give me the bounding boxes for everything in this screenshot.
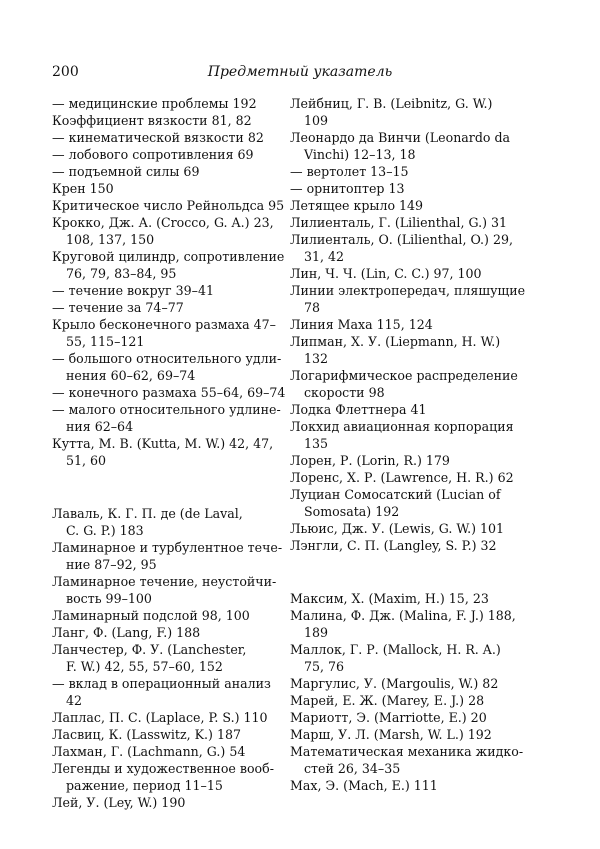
index-entry <box>290 95 528 129</box>
index-entry <box>290 367 528 401</box>
index-entry-text: — вклад в операционный анализ <box>52 676 271 691</box>
index-entry <box>290 401 528 418</box>
letter-group-gap <box>290 554 528 590</box>
index-entry <box>52 675 290 709</box>
index-entry-text: Лилиенталь, О. (Lilienthal, O.) 29, <box>290 232 513 247</box>
index-entry-text: — медицинские проблемы 192 <box>52 96 257 111</box>
index-entry-text: Крен 150 <box>52 181 114 196</box>
index-entry-continuation: 76, 79, 83–84, 95 <box>66 266 177 281</box>
index-entry-text: Лин, Ч. Ч. (Lin, C. C.) 97, 100 <box>290 266 482 281</box>
index-entry-text: Лилиенталь, Г. (Lilienthal, G.) 31 <box>290 215 508 230</box>
index-entry <box>290 418 528 452</box>
index-entry <box>52 743 290 760</box>
index-entry-continuation: 135 <box>304 436 329 451</box>
index-entry <box>290 709 528 726</box>
index-entry <box>290 214 528 231</box>
index-entry-continuation: 78 <box>304 300 321 315</box>
index-entry-continuation: 132 <box>304 351 329 366</box>
index-entry <box>52 248 290 282</box>
index-entry <box>52 624 290 641</box>
index-entry-text: Крыло бесконечного размаха 47– <box>52 317 276 332</box>
index-entry-text: Локхид авиационная корпорация <box>290 419 514 434</box>
index-entry-text: Легенды и художественное вооб- <box>52 761 274 776</box>
index-entry-text: Крокко, Дж. А. (Crocco, G. A.) 23, <box>52 215 274 230</box>
index-entry-text: Лоренс, Х. Р. (Lawrence, H. R.) 62 <box>290 470 514 485</box>
index-entry-continuation: вость 99–100 <box>66 591 152 606</box>
index-entry <box>290 726 528 743</box>
index-entry <box>52 146 290 163</box>
index-entry <box>52 607 290 624</box>
index-entry-text: — течение за 74–77 <box>52 300 184 315</box>
index-entry-text: Линия Маха 115, 124 <box>290 317 433 332</box>
index-entry <box>290 675 528 692</box>
index-entry <box>290 231 528 265</box>
index-entry <box>52 214 290 248</box>
index-entry-text: Лейбниц, Г. В. (Leibnitz, G. W.) <box>290 96 493 111</box>
index-entry <box>52 197 290 214</box>
index-entry-continuation: 42 <box>66 693 83 708</box>
letter-group-gap <box>52 469 290 505</box>
index-entry-text: Ламинарный подслой 98, 100 <box>52 608 250 623</box>
index-entry-text: — лобового сопротивления 69 <box>52 147 254 162</box>
index-entry-continuation: 55, 115–121 <box>66 334 145 349</box>
index-entry-continuation: стей 26, 34–35 <box>304 761 401 776</box>
index-entry-text: Марш, У. Л. (Marsh, W. L.) 192 <box>290 727 492 742</box>
index-entry-text: Луциан Сомосатский (Lucian of <box>290 487 501 502</box>
index-entry-text: Ласвиц, К. (Lasswitz, K.) 187 <box>52 727 241 742</box>
index-entry <box>52 709 290 726</box>
index-column-left <box>52 95 290 811</box>
index-entry <box>290 129 528 163</box>
index-entry-text: Логарифмическое распределение <box>290 368 518 383</box>
index-entry <box>52 350 290 384</box>
index-entry-text: — большого относительного удли- <box>52 351 282 366</box>
index-entry-text: Круговой цилиндр, сопротивление <box>52 249 285 264</box>
index-entry <box>290 163 528 180</box>
index-entry-continuation: 51, 60 <box>66 453 107 468</box>
index-entry <box>52 163 290 180</box>
index-entry <box>52 760 290 794</box>
index-entry-continuation: ражение, период 11–15 <box>66 778 223 793</box>
index-entry-text: Ланг, Ф. (Lang, F.) 188 <box>52 625 201 640</box>
index-entry-text: Маллок, Г. Р. (Mallock, H. R. A.) <box>290 642 501 657</box>
index-entry <box>52 726 290 743</box>
index-entry <box>52 282 290 299</box>
index-entry <box>290 743 528 777</box>
index-entry-continuation: 31, 42 <box>304 249 345 264</box>
index-entry-text: — малого относительного удлине- <box>52 402 281 417</box>
index-entry <box>52 539 290 573</box>
index-entry <box>290 520 528 537</box>
index-column-right <box>290 95 528 794</box>
index-entry-text: Льюис, Дж. У. (Lewis, G. W.) 101 <box>290 521 505 536</box>
index-entry <box>290 469 528 486</box>
index-entry-continuation: F. W.) 42, 55, 57–60, 152 <box>66 659 223 674</box>
index-entry-text: Критическое число Рейнольдса 95 <box>52 198 285 213</box>
index-entry-text: Кутта, М. В. (Kutta, M. W.) 42, 47, <box>52 436 274 451</box>
index-entry <box>52 794 290 811</box>
index-entry <box>52 316 290 350</box>
index-entry-text: Лорен, Р. (Lorin, R.) 179 <box>290 453 450 468</box>
index-entry <box>52 95 290 112</box>
index-entry <box>290 537 528 554</box>
index-entry-text: Ламинарное и турбулентное тече- <box>52 540 283 555</box>
index-entry <box>290 197 528 214</box>
page-number: 200 <box>52 64 79 80</box>
index-entry-continuation: нения 60–62, 69–74 <box>66 368 196 383</box>
index-entry <box>290 333 528 367</box>
index-entry <box>52 401 290 435</box>
index-entry-text: Липман, Х. У. (Liepmann, H. W.) <box>290 334 501 349</box>
index-entry-text: Малина, Ф. Дж. (Malina, F. J.) 188, <box>290 608 516 623</box>
index-entry <box>52 384 290 401</box>
index-entry-text: — кинематической вязкости 82 <box>52 130 264 145</box>
index-entry-continuation: C. G. P.) 183 <box>66 523 144 538</box>
index-entry <box>290 282 528 316</box>
index-entry <box>290 607 528 641</box>
index-entry-text: Лаваль, К. Г. П. де (de Laval, <box>52 506 243 521</box>
index-entry-text: — орнитоптер 13 <box>290 181 405 196</box>
index-entry <box>290 692 528 709</box>
index-entry-text: Марей, Е. Ж. (Marey, E. J.) 28 <box>290 693 485 708</box>
index-entry-text: Лэнгли, С. П. (Langley, S. P.) 32 <box>290 538 497 553</box>
index-entry-text: Лахман, Г. (Lachmann, G.) 54 <box>52 744 246 759</box>
index-entry-text: — подъемной силы 69 <box>52 164 200 179</box>
index-entry-text: Лодка Флеттнера 41 <box>290 402 427 417</box>
index-entry-text: Маргулис, У. (Margoulis, W.) 82 <box>290 676 499 691</box>
index-entry <box>290 265 528 282</box>
index-entry-text: Максим, Х. (Maxim, H.) 15, 23 <box>290 591 489 606</box>
index-entry-text: Мах, Э. (Mach, E.) 111 <box>290 778 438 793</box>
index-entry <box>52 299 290 316</box>
index-entry-continuation: ние 87–92, 95 <box>66 557 157 572</box>
index-entry <box>52 112 290 129</box>
index-entry-text: Лей, У. (Ley, W.) 190 <box>52 795 186 810</box>
index-entry <box>290 590 528 607</box>
index-entry <box>290 641 528 675</box>
page-header <box>52 64 548 84</box>
index-entry-text: Леонардо да Винчи (Leonardo da <box>290 130 511 145</box>
index-entry-text: — течение вокруг 39–41 <box>52 283 215 298</box>
index-entry <box>290 316 528 333</box>
index-entry <box>290 486 528 520</box>
index-entry-text: — конечного размаха 55–64, 69–74 <box>52 385 286 400</box>
index-entry-text: Лаплас, П. С. (Laplace, P. S.) 110 <box>52 710 268 725</box>
index-entry-continuation: Somosata) 192 <box>304 504 400 519</box>
index-entry <box>52 435 290 469</box>
index-entry-text: Коэффициент вязкости 81, 82 <box>52 113 252 128</box>
index-entry <box>52 180 290 197</box>
index-entry-text: Ланчестер, Ф. У. (Lanchester, <box>52 642 247 657</box>
index-entry-continuation: Vinchi) 12–13, 18 <box>304 147 416 162</box>
index-entry-text: — вертолет 13–15 <box>290 164 409 179</box>
index-entry-text: Математическая механика жидко- <box>290 744 524 759</box>
index-entry <box>290 180 528 197</box>
index-entry <box>52 573 290 607</box>
index-entry <box>290 452 528 469</box>
index-entry-continuation: 109 <box>304 113 329 128</box>
index-entry <box>290 777 528 794</box>
index-entry-continuation: ния 62–64 <box>66 419 134 434</box>
index-entry-text: Летящее крыло 149 <box>290 198 424 213</box>
index-entry <box>52 641 290 675</box>
index-entry-continuation: 75, 76 <box>304 659 345 674</box>
index-entry-text: Линии электропередач, пляшущие <box>290 283 526 298</box>
index-entry <box>52 129 290 146</box>
running-title: Предметный указатель <box>207 64 393 80</box>
index-entry-continuation: скорости 98 <box>304 385 385 400</box>
index-entry-text: Мариотт, Э. (Marriotte, E.) 20 <box>290 710 487 725</box>
index-entry <box>52 505 290 539</box>
index-entry-continuation: 108, 137, 150 <box>66 232 155 247</box>
index-entry-continuation: 189 <box>304 625 329 640</box>
index-entry-text: Ламинарное течение, неустойчи- <box>52 574 277 589</box>
